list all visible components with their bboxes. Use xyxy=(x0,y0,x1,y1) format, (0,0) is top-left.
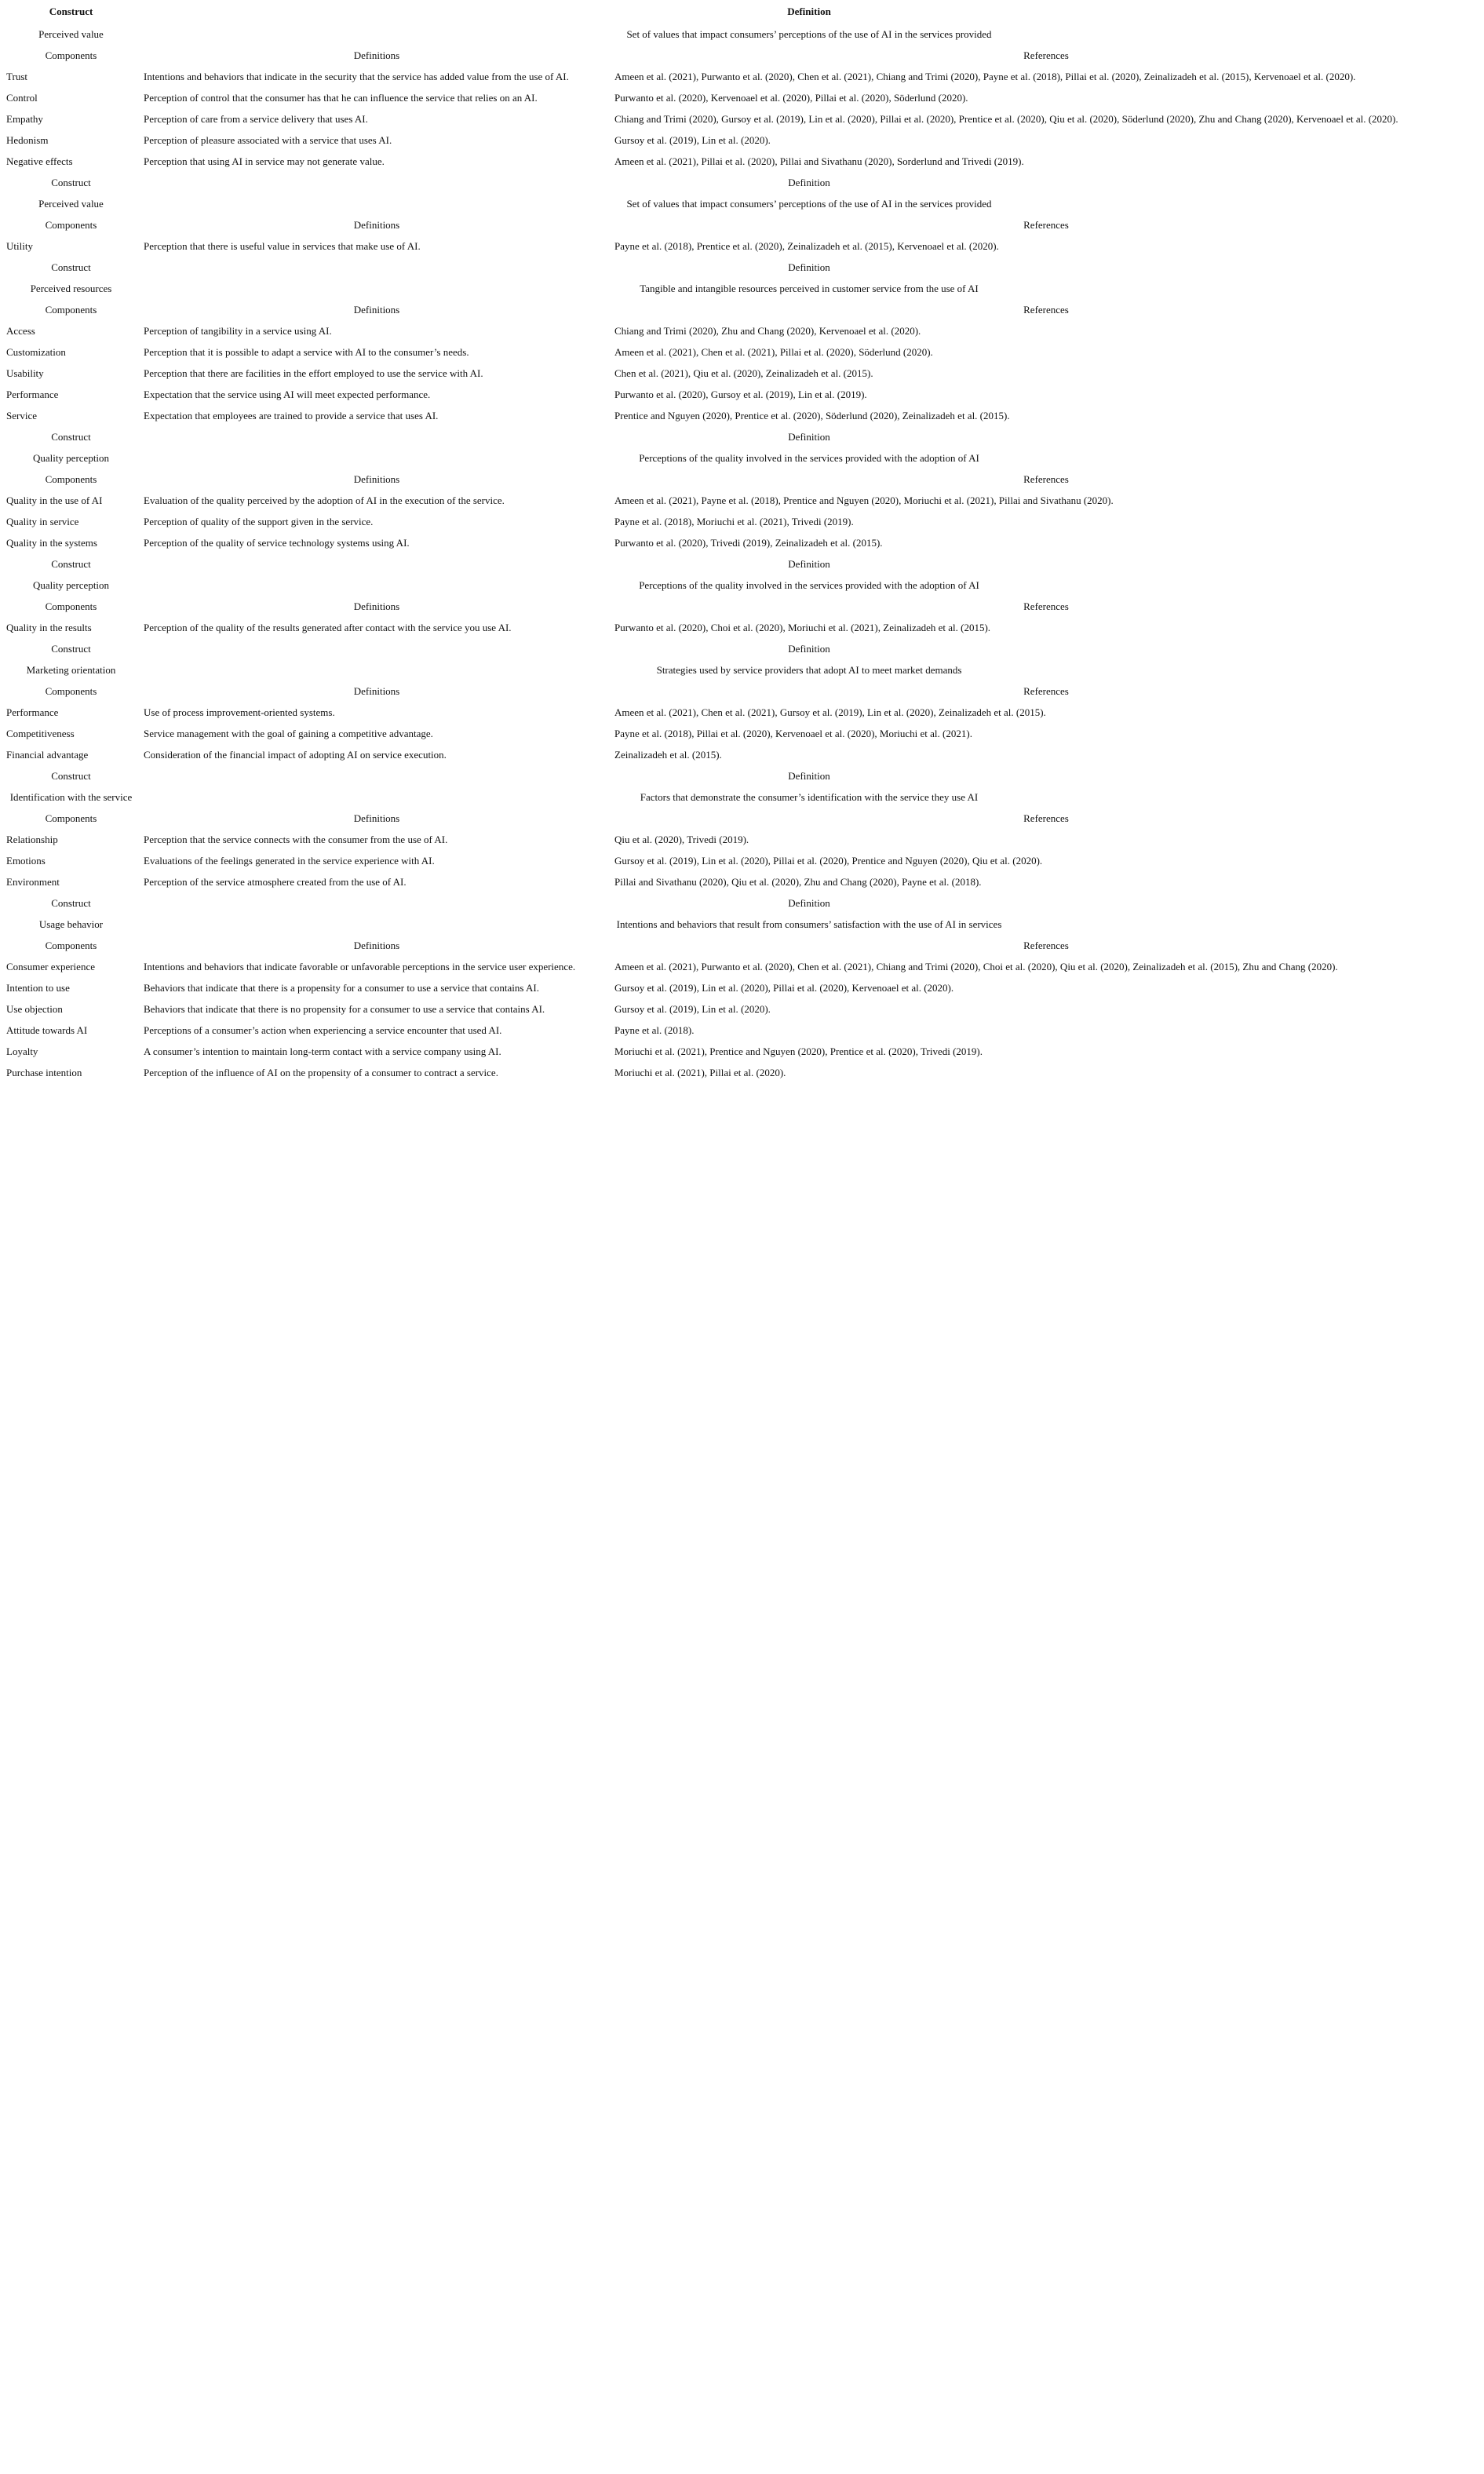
component-definition: Use of process improvement-oriented systems. xyxy=(144,706,335,718)
components-header-row xyxy=(0,935,1484,956)
component-name: Emotions xyxy=(6,855,46,867)
construct-label: Construct xyxy=(51,897,91,909)
component-name: Use objection xyxy=(6,1003,63,1015)
component-references: Purwanto et al. (2020), Kervenoael et al. (2020), Pillai et al. (2020), Söderlund (2020). xyxy=(614,92,968,104)
component-definition: Service management with the goal of gaining a competitive advantage. xyxy=(144,728,433,739)
references-label: References xyxy=(1023,812,1069,824)
component-references: Gursoy et al. (2019), Lin et al. (2020), Pillai et al. (2020), Kervenoael et al. (2020). xyxy=(614,982,954,994)
components-label: Components xyxy=(45,49,97,61)
component-name: Quality in the systems xyxy=(6,537,97,549)
table-row xyxy=(0,384,1484,405)
component-references: Chiang and Trimi (2020), Gursoy et al. (2019), Lin et al. (2020), Pillai et al. (2020), Prentice et al. (2020), Qiu et al. (2020), Söderlund (2020), Zhu and Chang (2020), Kervenoael et al. (2020). xyxy=(614,113,1398,125)
components-label: Components xyxy=(45,940,97,951)
component-definition: Expectation that employees are trained to provide a service that uses AI. xyxy=(144,410,439,421)
component-references: Payne et al. (2018). xyxy=(614,1024,695,1036)
table-header-row xyxy=(0,0,1484,24)
definition-label: Definition xyxy=(788,897,830,909)
components-header-row xyxy=(0,808,1484,829)
component-definition: Intentions and behaviors that indicate favorable or unfavorable perceptions in the service user experience. xyxy=(144,961,576,972)
construct-definition: Perceptions of the quality involved in the services provided with the adoption of AI xyxy=(639,579,979,591)
component-name: Quality in service xyxy=(6,516,79,527)
component-name: Negative effects xyxy=(6,155,73,167)
construct-name: Quality perception xyxy=(32,452,110,464)
component-references: Payne et al. (2018), Moriuchi et al. (2021), Trivedi (2019). xyxy=(614,516,854,527)
component-definition: Behaviors that indicate that there is a propensity for a consumer to use a service that contains AI. xyxy=(144,982,539,994)
component-references: Ameen et al. (2021), Pillai et al. (2020), Pillai and Sivathanu (2020), Sorderlund and Trivedi (2019). xyxy=(614,155,1024,167)
references-label: References xyxy=(1023,940,1069,951)
construct-definition: Set of values that impact consumers’ perceptions of the use of AI in the services provided xyxy=(626,28,992,40)
table-row xyxy=(0,108,1484,130)
component-name: Loyalty xyxy=(6,1045,38,1057)
component-name: Customization xyxy=(6,346,66,358)
definitions-label: Definitions xyxy=(353,304,400,316)
table-row xyxy=(0,829,1484,850)
construct-row xyxy=(0,659,1484,681)
component-references: Moriuchi et al. (2021), Pillai et al. (2020). xyxy=(614,1067,786,1078)
component-name: Performance xyxy=(6,706,59,718)
construct-row xyxy=(0,193,1484,214)
component-definition: Consideration of the financial impact of adopting AI on service execution. xyxy=(144,749,447,761)
component-name: Usability xyxy=(6,367,44,379)
construct-definition: Set of values that impact consumers’ perceptions of the use of AI in the services provided xyxy=(626,198,992,210)
component-name: Environment xyxy=(6,876,60,888)
header-construct: Construct xyxy=(49,5,93,17)
definition-label: Definition xyxy=(788,177,830,188)
component-name: Consumer experience xyxy=(6,961,95,972)
component-references: Moriuchi et al. (2021), Prentice and Nguyen (2020), Prentice et al. (2020), Trivedi (2019). xyxy=(614,1045,983,1057)
construct-definition: Perceptions of the quality involved in the services provided with the adoption of AI xyxy=(639,452,979,464)
definition-label: Definition xyxy=(788,431,830,443)
component-definition: Perception of care from a service delivery that uses AI. xyxy=(144,113,368,125)
components-label: Components xyxy=(45,685,97,697)
table-row xyxy=(0,66,1484,87)
construct-definition: Tangible and intangible resources perceived in customer service from the use of AI xyxy=(640,283,979,294)
construct-label: Construct xyxy=(51,177,91,188)
components-header-row xyxy=(0,299,1484,320)
component-definition: Behaviors that indicate that there is no propensity for a consumer to use a service that contains AI. xyxy=(144,1003,545,1015)
component-name: Control xyxy=(6,92,38,104)
construct-label-row xyxy=(0,257,1484,278)
table-row xyxy=(0,998,1484,1020)
construct-label-row xyxy=(0,765,1484,786)
construct-name: Perceived value xyxy=(38,28,104,40)
definition-label: Definition xyxy=(788,558,830,570)
construct-name: Identification with the service xyxy=(9,791,133,803)
component-references: Payne et al. (2018), Pillai et al. (2020), Kervenoael et al. (2020), Moriuchi et al. (2021). xyxy=(614,728,972,739)
component-definition: Perception of quality of the support given in the service. xyxy=(144,516,374,527)
component-name: Quality in the results xyxy=(6,622,92,633)
component-definition: Perception that it is possible to adapt a service with AI to the consumer’s needs. xyxy=(144,346,469,358)
components-header-row xyxy=(0,681,1484,702)
table-row xyxy=(0,1062,1484,1083)
constructs-table xyxy=(0,0,1484,1083)
component-references: Pillai and Sivathanu (2020), Qiu et al. (2020), Zhu and Chang (2020), Payne et al. (2018). xyxy=(614,876,982,888)
component-references: Payne et al. (2018), Prentice et al. (2020), Zeinalizadeh et al. (2015), Kervenoael et al. (2020). xyxy=(614,240,999,252)
component-references: Ameen et al. (2021), Payne et al. (2018), Prentice and Nguyen (2020), Moriuchi et al. (2021), Pillai and Sivathanu (2020). xyxy=(614,494,1114,506)
table-row xyxy=(0,956,1484,977)
component-references: Chen et al. (2021), Qiu et al. (2020), Zeinalizadeh et al. (2015). xyxy=(614,367,873,379)
construct-row xyxy=(0,786,1484,808)
component-definition: Evaluations of the feelings generated in the service experience with AI. xyxy=(144,855,435,867)
table-row xyxy=(0,320,1484,341)
references-label: References xyxy=(1023,49,1069,61)
construct-label: Construct xyxy=(51,431,91,443)
construct-label-row xyxy=(0,426,1484,447)
construct-row xyxy=(0,914,1484,935)
table-row xyxy=(0,87,1484,108)
definitions-label: Definitions xyxy=(353,812,400,824)
component-references: Chiang and Trimi (2020), Zhu and Chang (2020), Kervenoael et al. (2020). xyxy=(614,325,921,337)
component-name: Utility xyxy=(6,240,33,252)
table-row xyxy=(0,363,1484,384)
table-row xyxy=(0,532,1484,553)
construct-row xyxy=(0,575,1484,596)
component-references: Purwanto et al. (2020), Gursoy et al. (2019), Lin et al. (2019). xyxy=(614,389,867,400)
references-label: References xyxy=(1023,600,1069,612)
table-row xyxy=(0,702,1484,723)
construct-name: Perceived value xyxy=(38,198,104,210)
construct-label-row xyxy=(0,553,1484,575)
component-definition: Perceptions of a consumer’s action when experiencing a service encounter that used AI. xyxy=(144,1024,502,1036)
table-row xyxy=(0,977,1484,998)
references-label: References xyxy=(1023,685,1069,697)
component-name: Attitude towards AI xyxy=(6,1024,88,1036)
definition-label: Definition xyxy=(788,770,830,782)
references-label: References xyxy=(1023,473,1069,485)
component-definition: A consumer’s intention to maintain long-term contact with a service company using AI. xyxy=(144,1045,501,1057)
table-row xyxy=(0,744,1484,765)
construct-label: Construct xyxy=(51,643,91,655)
references-label: References xyxy=(1023,219,1069,231)
construct-definition: Factors that demonstrate the consumer’s identification with the service they use AI xyxy=(640,791,979,803)
table-row xyxy=(0,490,1484,511)
component-name: Intention to use xyxy=(6,982,70,994)
component-references: Prentice and Nguyen (2020), Prentice et al. (2020), Söderlund (2020), Zeinalizadeh et al. (2015). xyxy=(614,410,1010,421)
component-definition: Perception of the quality of service technology systems using AI. xyxy=(144,537,410,549)
construct-label: Construct xyxy=(51,770,91,782)
component-name: Quality in the use of AI xyxy=(6,494,103,506)
component-name: Hedonism xyxy=(6,134,49,146)
components-label: Components xyxy=(45,812,97,824)
component-references: Ameen et al. (2021), Chen et al. (2021), Pillai et al. (2020), Söderlund (2020). xyxy=(614,346,933,358)
table-row xyxy=(0,850,1484,871)
component-references: Gursoy et al. (2019), Lin et al. (2020). xyxy=(614,1003,771,1015)
components-label: Components xyxy=(45,304,97,316)
component-name: Trust xyxy=(6,71,27,82)
table-row xyxy=(0,151,1484,172)
components-label: Components xyxy=(45,473,97,485)
component-references: Ameen et al. (2021), Purwanto et al. (2020), Chen et al. (2021), Chiang and Trimi (2020), Payne et al. (2018), Pillai et al. (2020), Zeinalizadeh et al. (2015), Kervenoael et al. (2020). xyxy=(614,71,1356,82)
construct-name: Perceived resources xyxy=(30,283,112,294)
definitions-label: Definitions xyxy=(353,219,400,231)
references-label: References xyxy=(1023,304,1069,316)
component-name: Financial advantage xyxy=(6,749,89,761)
component-name: Access xyxy=(6,325,35,337)
definitions-label: Definitions xyxy=(353,940,400,951)
components-header-row xyxy=(0,596,1484,617)
component-definition: Perception of the quality of the results generated after contact with the service you use AI. xyxy=(144,622,512,633)
component-references: Qiu et al. (2020), Trivedi (2019). xyxy=(614,834,749,845)
construct-row xyxy=(0,278,1484,299)
component-references: Purwanto et al. (2020), Choi et al. (2020), Moriuchi et al. (2021), Zeinalizadeh et al. (2015). xyxy=(614,622,991,633)
component-name: Purchase intention xyxy=(6,1067,82,1078)
component-references: Ameen et al. (2021), Chen et al. (2021), Gursoy et al. (2019), Lin et al. (2020), Zeinalizadeh et al. (2015). xyxy=(614,706,1046,718)
table-row xyxy=(0,723,1484,744)
component-definition: Evaluation of the quality perceived by the adoption of AI in the execution of the service. xyxy=(144,494,505,506)
definitions-label: Definitions xyxy=(353,473,400,485)
component-definition: Expectation that the service using AI will meet expected performance. xyxy=(144,389,431,400)
component-definition: Perception that using AI in service may not generate value. xyxy=(144,155,385,167)
table-row xyxy=(0,871,1484,892)
component-definition: Perception of control that the consumer has that he can influence the service that relies on an AI. xyxy=(144,92,538,104)
component-name: Competitiveness xyxy=(6,728,75,739)
component-references: Zeinalizadeh et al. (2015). xyxy=(614,749,722,761)
construct-name: Quality perception xyxy=(32,579,110,591)
component-definition: Perception that there are facilities in the effort employed to use the service with AI. xyxy=(144,367,483,379)
construct-row xyxy=(0,447,1484,469)
component-definition: Perception of tangibility in a service using AI. xyxy=(144,325,332,337)
header-definition: Definition xyxy=(787,5,831,17)
component-references: Gursoy et al. (2019), Lin et al. (2020). xyxy=(614,134,771,146)
table-body xyxy=(0,24,1484,1083)
component-definition: Perception that there is useful value in services that make use of AI. xyxy=(144,240,421,252)
table-row xyxy=(0,511,1484,532)
components-label: Components xyxy=(45,600,97,612)
component-definition: Perception that the service connects with the consumer from the use of AI. xyxy=(144,834,448,845)
components-header-row xyxy=(0,45,1484,66)
construct-label-row xyxy=(0,638,1484,659)
table-row xyxy=(0,405,1484,426)
component-definition: Perception of the influence of AI on the propensity of a consumer to contract a service. xyxy=(144,1067,498,1078)
construct-label: Construct xyxy=(51,558,91,570)
component-name: Empathy xyxy=(6,113,43,125)
components-label: Components xyxy=(45,219,97,231)
construct-label-row xyxy=(0,172,1484,193)
construct-label: Construct xyxy=(51,261,91,273)
definitions-label: Definitions xyxy=(353,600,400,612)
component-name: Relationship xyxy=(6,834,58,845)
components-header-row xyxy=(0,214,1484,235)
component-references: Gursoy et al. (2019), Lin et al. (2020), Pillai et al. (2020), Prentice and Nguyen (2020), Qiu et al. (2020). xyxy=(614,855,1043,867)
construct-definition: Intentions and behaviors that result from consumers’ satisfaction with the use of AI in services xyxy=(616,918,1002,930)
component-definition: Intentions and behaviors that indicate in the security that the service has added value from the use of AI. xyxy=(144,71,569,82)
construct-definition: Strategies used by service providers that adopt AI to meet market demands xyxy=(656,664,962,676)
table-row xyxy=(0,235,1484,257)
table-row xyxy=(0,130,1484,151)
component-definition: Perception of the service atmosphere created from the use of AI. xyxy=(144,876,407,888)
components-header-row xyxy=(0,469,1484,490)
component-references: Purwanto et al. (2020), Trivedi (2019), Zeinalizadeh et al. (2015). xyxy=(614,537,883,549)
construct-name: Usage behavior xyxy=(38,918,104,930)
definitions-label: Definitions xyxy=(353,685,400,697)
construct-row xyxy=(0,24,1484,45)
construct-label-row xyxy=(0,892,1484,914)
component-name: Service xyxy=(6,410,37,421)
component-name: Performance xyxy=(6,389,59,400)
component-definition: Perception of pleasure associated with a service that uses AI. xyxy=(144,134,392,146)
definitions-label: Definitions xyxy=(353,49,400,61)
construct-name: Marketing orientation xyxy=(26,664,116,676)
table-row xyxy=(0,1020,1484,1041)
table-row xyxy=(0,1041,1484,1062)
definition-label: Definition xyxy=(788,643,830,655)
component-references: Ameen et al. (2021), Purwanto et al. (2020), Chen et al. (2021), Chiang and Trimi (2020), Choi et al. (2020), Qiu et al. (2020), Zeinalizadeh et al. (2015), Zhu and Chang (2020). xyxy=(614,961,1338,972)
table-row xyxy=(0,617,1484,638)
definition-label: Definition xyxy=(788,261,830,273)
table-row xyxy=(0,341,1484,363)
